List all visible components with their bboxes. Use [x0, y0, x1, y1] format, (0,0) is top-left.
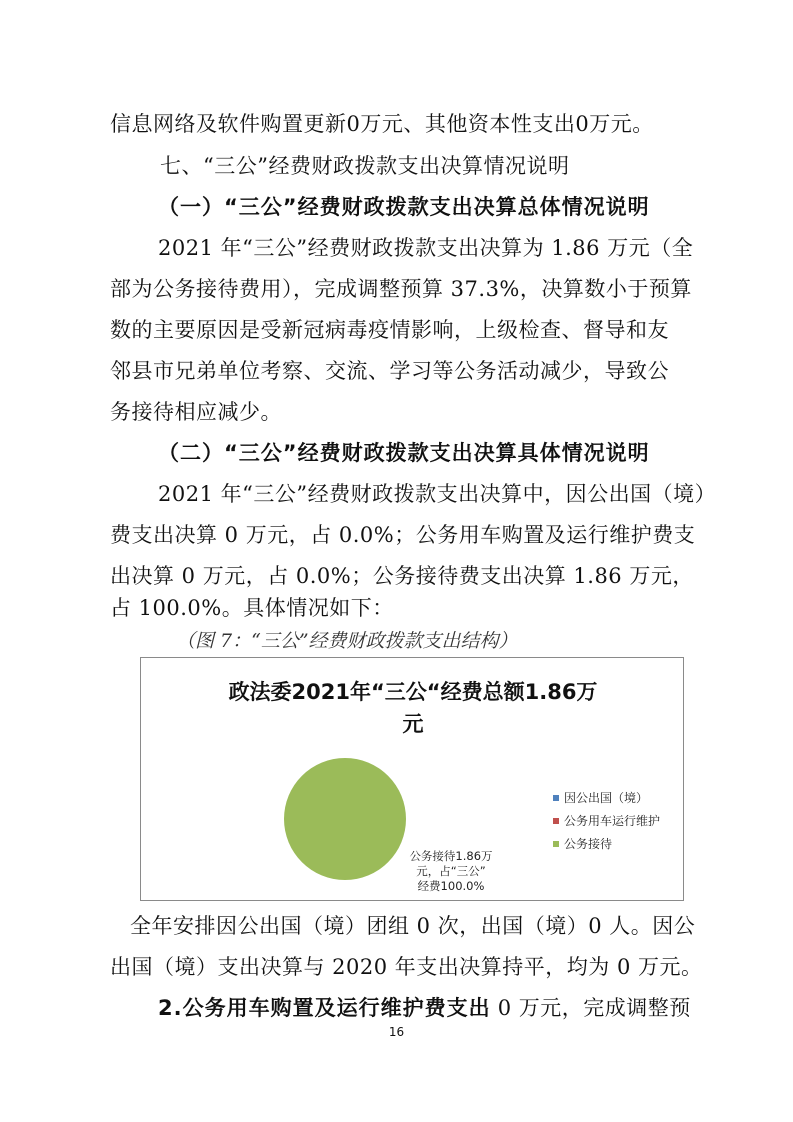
section-heading-7: 七、“三公”经费财政拨款支出决算情况说明: [160, 154, 570, 178]
subheading-1: （一）“三公”经费财政拨款支出决算总体情况说明: [158, 195, 650, 219]
text-line-11: 全年安排因公出国（境）团组 0 次，出国（境）0 人。因公: [130, 914, 696, 938]
pie-data-label: [399, 849, 503, 894]
text-line-2: 2021 年“三公”经费财政拨款支出决算为 1.86 万元（全: [158, 236, 694, 260]
text-line-3: 部为公务接待费用），完成调整预算 37.3%，决算数小于预算: [110, 277, 692, 301]
legend-swatch-overseas: [553, 795, 559, 801]
text-line-6: 务接待相应减少。: [110, 400, 282, 424]
text-line-10: 占 100.0%。具体情况如下：: [110, 596, 394, 620]
legend-label-overseas: 因公出国（境）: [564, 791, 649, 805]
legend-item-vehicle: [553, 812, 660, 829]
legend-item-reception: [553, 835, 612, 852]
text-line-1: 信息网络及软件购置更新0万元、其他资本性支出0万元。: [110, 112, 654, 136]
legend-label-reception: 公务接待: [564, 837, 613, 851]
legend-swatch-reception: [553, 841, 559, 847]
pie-data-label-line-3: 经费100.0%: [417, 879, 485, 893]
item-2-heading: 2.公务用车购置及运行维护费支出: [158, 996, 491, 1020]
text-line-5: 邻县市兄弟单位考察、交流、学习等公务活动减少，导致公: [110, 359, 669, 383]
pie-data-label-line-2: 元，占“三公”: [416, 864, 486, 878]
subheading-2: （二）“三公”经费财政拨款支出决算具体情况说明: [158, 441, 650, 465]
chart-title-line-2: 元: [402, 712, 424, 736]
chart-title-line-1: 政法委2021年“三公“经费总额1.86万: [228, 680, 598, 704]
text-line-8: 费支出决算 0 万元，占 0.0%；公务用车购置及运行维护费支: [110, 523, 696, 547]
pie-data-label-line-1: 公务接待1.86万: [409, 849, 493, 863]
text-line-7: 2021 年“三公”经费财政拨款支出决算中，因公出国（境）: [158, 482, 717, 506]
text-line-9: 出决算 0 万元，占 0.0%；公务接待费支出决算 1.86 万元，: [110, 564, 694, 588]
item-2-text: 0 万元，完成调整预: [490, 996, 691, 1020]
legend-label-vehicle: 公务用车运行维护: [564, 814, 661, 828]
legend-swatch-vehicle: [553, 818, 559, 824]
pie-slice-2: [284, 758, 406, 880]
figure-caption: （图 7：“三公”经费财政拨款支出结构）: [176, 630, 518, 652]
legend-item-overseas: [553, 789, 648, 806]
text-line-13: [158, 992, 691, 1022]
text-line-12: 出国（境）支出决算与 2020 年支出决算持平，均为 0 万元。: [110, 955, 703, 979]
page-number: 16: [388, 1025, 405, 1039]
text-line-4: 数的主要原因是受新冠病毒疫情影响，上级检查、督导和友: [110, 318, 669, 342]
pie-chart: [140, 657, 684, 901]
